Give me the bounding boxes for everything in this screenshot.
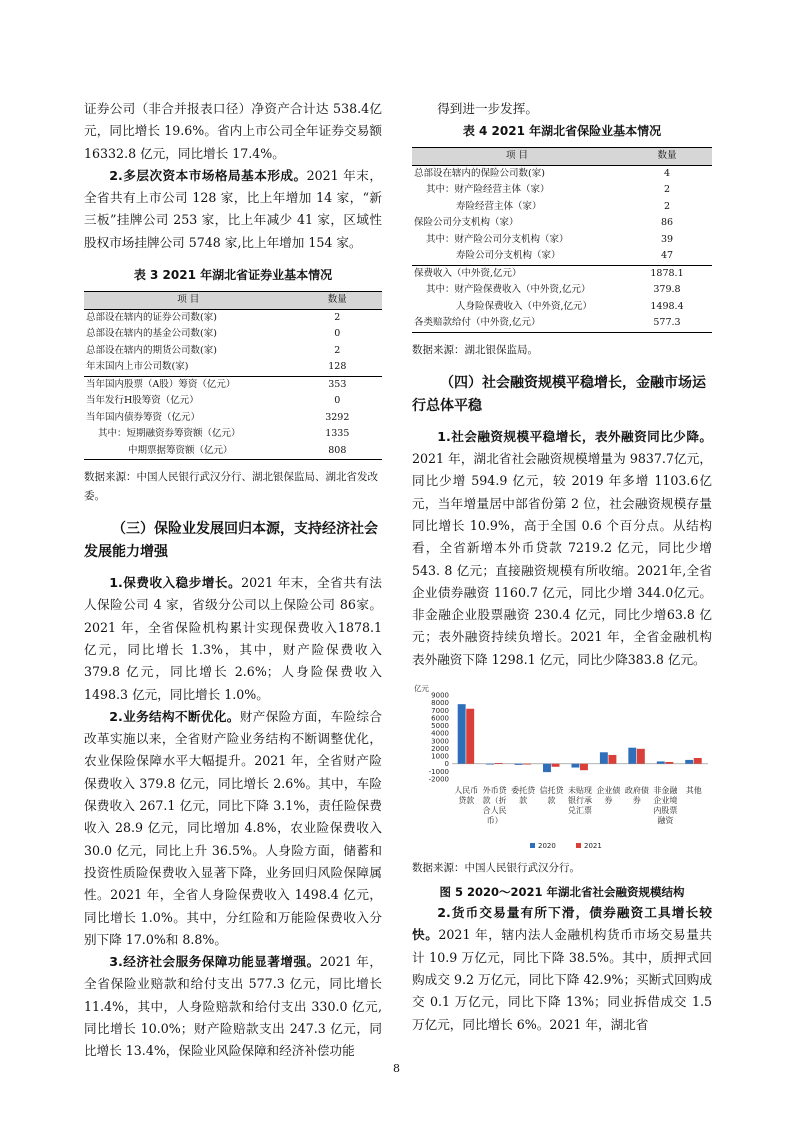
x-tick-label: 内股票	[653, 806, 678, 816]
section-heading-insurance: （三）保险业发展回归本源，支持经济社会发展能力增强	[84, 521, 378, 561]
x-tick-label: 银行承	[568, 796, 592, 806]
paragraph-continuation: 得到进一步发挥。	[437, 101, 538, 116]
table4-source: 数据来源：湖北银保监局。	[412, 343, 538, 356]
x-tick-label: 融资	[657, 816, 674, 826]
x-tick-label: 人民币	[454, 786, 479, 796]
bar-2020	[600, 752, 608, 763]
row-value: 2	[334, 344, 341, 356]
paragraph-body: 2021 年，全省保险业赔款和给付支出 577.3 亿元，同比增长 11.4%，其中，人身险赔款和给付支出 330.0 亿元,同比增长 10.0%；财产险赔款支出 247.3 亿元，同比增长 13.4%，保险业风险保障和经济补偿功能	[84, 954, 382, 1059]
table-row	[412, 315, 712, 332]
y-tick-label: 3000	[431, 737, 449, 746]
financing-structure-chart	[412, 683, 712, 853]
row-value: 1878.1	[622, 265, 712, 282]
x-tick-label: 券	[604, 796, 613, 806]
table-row	[84, 309, 382, 326]
row-label: 当年国内债券筹资（亿元）	[86, 411, 201, 423]
x-tick-label: 合人民	[482, 806, 507, 816]
row-value: 4	[663, 167, 671, 179]
paragraph-capital-market	[84, 165, 382, 254]
paragraph-service	[84, 951, 382, 1062]
row-value: 2	[663, 184, 671, 196]
legend-swatch	[576, 843, 581, 848]
row-value: 0	[334, 395, 341, 407]
row-value: 379.8	[653, 284, 681, 296]
bar-2021	[694, 758, 702, 764]
figure-caption: 图 5 2020～2021 年湖北省社会融资规模结构	[439, 885, 685, 900]
y-axis-unit: 亿元	[414, 684, 429, 694]
paragraph-lead: 2.业务结构不断优化。	[109, 708, 240, 724]
paragraph-body: 财产保险方面，车险综合改革实施以来，全省财产险业务结构不断调整优化，农业保险保障水平大幅提升。2021 年，全省财产险保费收入 379.8 亿元，同比增长 2.6%。其中，车险保费收入 267.1 亿元，同比下降 3.1%，责任险保费收入 28.9 亿元，同比增加 4.8%，农业险保费收入 30.0 亿元，同比上升 36.5%。人身险方面，储蓄和投资性质险保费收入显著下降，业务回归风险保障属性。2021 年，全省人身险保费收入 1498.4 亿元，同比增长 1.0%。其中，分红险和万能险保费收入分别下降 17.0%和 8.8%。	[84, 708, 382, 947]
y-tick-label: -1000	[428, 767, 449, 776]
bar-2020	[458, 704, 466, 764]
paragraph-structure	[84, 706, 382, 951]
y-tick-label: -2000	[428, 775, 449, 784]
table3-caption: 表 3 2021 年湖北省证券业基本情况	[133, 268, 333, 283]
table-row	[412, 299, 712, 316]
table-header-row	[84, 292, 382, 310]
row-label: 当年发行H股筹资（亿元）	[86, 395, 199, 407]
x-tick-label: 款	[519, 796, 528, 806]
row-value: 2	[334, 311, 341, 323]
paragraph-body: 2021 年末，全省共有法人保险公司 4 家，省级分公司以上保险公司 86家。2021 年，全省保险机构累计实现保费收入1878.1 亿元，同比增长 1.3%，其中，财产险保费收入 379.8 亿元，同比增长 2.6%；人身险保费收入 1498.3 亿元，同比增长 1.0%。	[84, 575, 382, 702]
row-label: 其中：财产险公司分支机构（家）	[426, 233, 569, 245]
row-label: 总部设在辖内的基金公司数(家)	[86, 328, 217, 340]
paragraph-lead: 2.货币交易量有所下滑，债券融资工具增长较快。	[412, 905, 712, 943]
table-row	[412, 248, 712, 265]
paragraph-body: 2021 年末，全省共有上市公司 128 家，比上年增加 14 家，“新三板”挂牌公司 253 家，比上年减少 41 家，区域性股权市场挂牌公司 5748 家,比上年增加 154 家。	[84, 167, 382, 250]
x-tick-label: 信托贷	[539, 786, 564, 796]
row-value: 1498.4	[650, 300, 684, 312]
col-value-header: 数量	[622, 148, 712, 166]
paragraph-lead: 1.社会融资规模平稳增长，表外融资同比少降。	[437, 428, 712, 444]
row-label: 总部设在辖内的期货公司数(家)	[86, 344, 217, 356]
bar-2020	[657, 761, 665, 763]
table-row	[412, 215, 712, 232]
bar-2021	[580, 764, 588, 770]
row-value: 3292	[325, 411, 350, 423]
row-label: 寿险公司分支机构（家）	[456, 250, 561, 262]
paragraph-lead: 1.保费收入稳步增长。	[109, 575, 242, 591]
y-tick-label: 1000	[431, 752, 449, 761]
x-tick-label: 其他	[685, 786, 702, 796]
row-label: 人身险保费收入（中外资,亿元）	[456, 300, 593, 312]
row-value: 0	[334, 328, 341, 340]
table-row	[412, 282, 712, 299]
table-row	[84, 393, 382, 410]
y-tick-label: 6000	[431, 714, 449, 723]
table-row	[412, 199, 712, 216]
paragraph-money-market	[412, 902, 712, 1036]
section-heading-financing: （四）社会融资规模平稳增长，金融市场运行总体平稳	[412, 374, 706, 414]
row-value: 86	[660, 217, 674, 229]
x-tick-label: 未贴现	[568, 786, 592, 796]
x-tick-label: 款	[547, 796, 556, 806]
x-tick-label: 币）	[486, 816, 503, 826]
table3-securities	[84, 291, 382, 460]
row-label: 寿险经营主体（家）	[456, 200, 542, 212]
legend-label: 2021	[584, 842, 602, 851]
table-row	[84, 343, 382, 360]
x-tick-label: 贷款	[458, 796, 475, 806]
table3-source: 数据来源：中国人民银行武汉分行、湖北银保监局、湖北省发改委。	[84, 471, 378, 503]
table-row	[84, 426, 382, 443]
row-value: 808	[293, 443, 382, 460]
table-row	[412, 165, 712, 182]
paragraph-body: 2021 年，辖内法人金融机构货币市场交易量共计 10.9 万亿元，同比下降 38.5%。其中，质押式回购成交 9.2 万亿元，同比下降 42.9%；买断式回购成交 0.1 万亿元，同比下降 13%；同业拆借成交 1.5 万亿元，同比增长 6%。2021 年，湖北省	[412, 927, 713, 1032]
x-tick-label: 兑汇票	[568, 806, 592, 816]
row-label: 其中：财产险保费收入（中外资,亿元）	[426, 284, 591, 296]
table-row	[412, 182, 712, 199]
x-tick-label: 企业债	[596, 786, 621, 796]
table4-insurance	[412, 147, 712, 333]
figure-source: 数据来源：中国人民银行武汉分行。	[412, 862, 580, 875]
table-row	[84, 326, 382, 343]
x-tick-label: 委托贷	[511, 786, 536, 796]
bar-2020	[571, 764, 579, 768]
paragraph-lead: 2.多层次资本市场格局基本形成。	[109, 167, 307, 183]
row-label: 当年国内股票（A股）筹资（亿元）	[84, 376, 293, 393]
x-tick-label: 非金融	[653, 786, 678, 796]
row-label: 保费收入（中外资,亿元）	[412, 265, 622, 282]
bar-2021	[608, 755, 616, 764]
paragraph-financing-scale	[412, 426, 712, 671]
x-tick-label: 款（折	[482, 796, 507, 806]
row-label: 其中：短期融资券筹资额（亿元）	[98, 428, 241, 440]
y-tick-label: 0	[444, 760, 449, 769]
y-tick-label: 4000	[431, 729, 449, 738]
row-label: 各类赔款给付（中外资,亿元）	[412, 315, 622, 332]
bar-2021	[495, 763, 503, 764]
right-column	[412, 98, 712, 1036]
y-tick-label: 7000	[431, 706, 449, 715]
bar-2021	[466, 709, 474, 764]
y-tick-label: 9000	[431, 691, 449, 700]
row-value: 47	[660, 250, 674, 262]
table-row	[84, 359, 382, 376]
row-value: 128	[328, 361, 347, 373]
row-value: 353	[293, 376, 382, 393]
paragraph-premium	[84, 572, 382, 706]
x-tick-label: 政府债	[624, 786, 649, 796]
table-row	[84, 443, 382, 460]
x-tick-label: 企业境	[653, 796, 678, 806]
y-tick-label: 2000	[431, 745, 449, 754]
y-tick-label: 8000	[431, 699, 449, 708]
left-column	[84, 98, 382, 1063]
table-row	[412, 265, 712, 282]
col-item-header: 项 目	[412, 148, 622, 166]
bar-2021	[523, 764, 531, 765]
page-number: 8	[393, 1062, 400, 1075]
row-label: 年末国内上市公司数(家)	[86, 361, 189, 373]
table-row	[412, 232, 712, 249]
row-label: 总部设在辖内的保险公司数(家)	[414, 167, 545, 179]
bar-2020	[515, 764, 523, 765]
x-tick-label: 外币贷	[482, 786, 507, 796]
row-label: 其中：财产险经营主体（家）	[426, 184, 550, 196]
figure5	[412, 683, 712, 857]
paragraph-securities-assets: 证券公司（非合并报表口径）净资产合计达 538.4亿元，同比增长 19.6%。省内上市公司全年证券交易额 16332.8 亿元，同比增长 17.4%。	[84, 101, 382, 161]
bar-2021	[665, 762, 673, 764]
bar-2021	[552, 764, 560, 767]
col-value-header: 数量	[293, 292, 382, 310]
paragraph-body: 2021 年，湖北省社会融资规模增量为 9837.7亿元，同比少增 594.9 亿元，较 2019 年多增 1103.6亿元，当年增量居中部省份第 2 位，社会融资规模存量同比增长 10.9%，高于全国 0.6 个百分点。从结构看，全省新增本外币贷款 7219.2 亿元，同比少增 543. 8 亿元；直接融资规模有所收缩。2021年,全省企业债券融资 1160.7 亿元，同比少增 344.0亿元。非金融企业股票融资 230.4 亿元，同比少增63.8 亿元；表外融资持续负增长。2021 年，全省金融机构表外融资下降 1298.1 亿元，同比少降383.8 亿元。	[412, 451, 712, 667]
bar-2020	[543, 764, 551, 772]
bar-2020	[486, 764, 494, 765]
table-row	[84, 410, 382, 427]
table4-caption: 表 4 2021 年湖北省保险业基本情况	[462, 124, 662, 139]
row-label: 中期票据筹资额（亿元）	[84, 443, 293, 460]
col-item-header: 项 目	[84, 292, 293, 310]
row-label: 总部设在辖内的证券公司数(家)	[86, 311, 217, 323]
y-tick-label: 5000	[431, 722, 449, 731]
x-tick-label: 券	[632, 796, 641, 806]
table-header-row	[412, 148, 712, 166]
row-label: 保险公司分支机构（家）	[414, 217, 519, 229]
row-value: 39	[660, 233, 674, 245]
row-value: 2	[663, 200, 671, 212]
table-row	[84, 376, 382, 393]
row-value: 577.3	[622, 315, 712, 332]
bar-2021	[637, 749, 645, 764]
paragraph-lead: 3.经济社会服务保障功能显著增强。	[109, 954, 320, 970]
bar-2020	[685, 760, 693, 764]
legend-swatch	[530, 843, 535, 848]
row-value: 1335	[325, 428, 350, 440]
legend-label: 2020	[538, 842, 556, 851]
bar-2020	[628, 748, 636, 764]
